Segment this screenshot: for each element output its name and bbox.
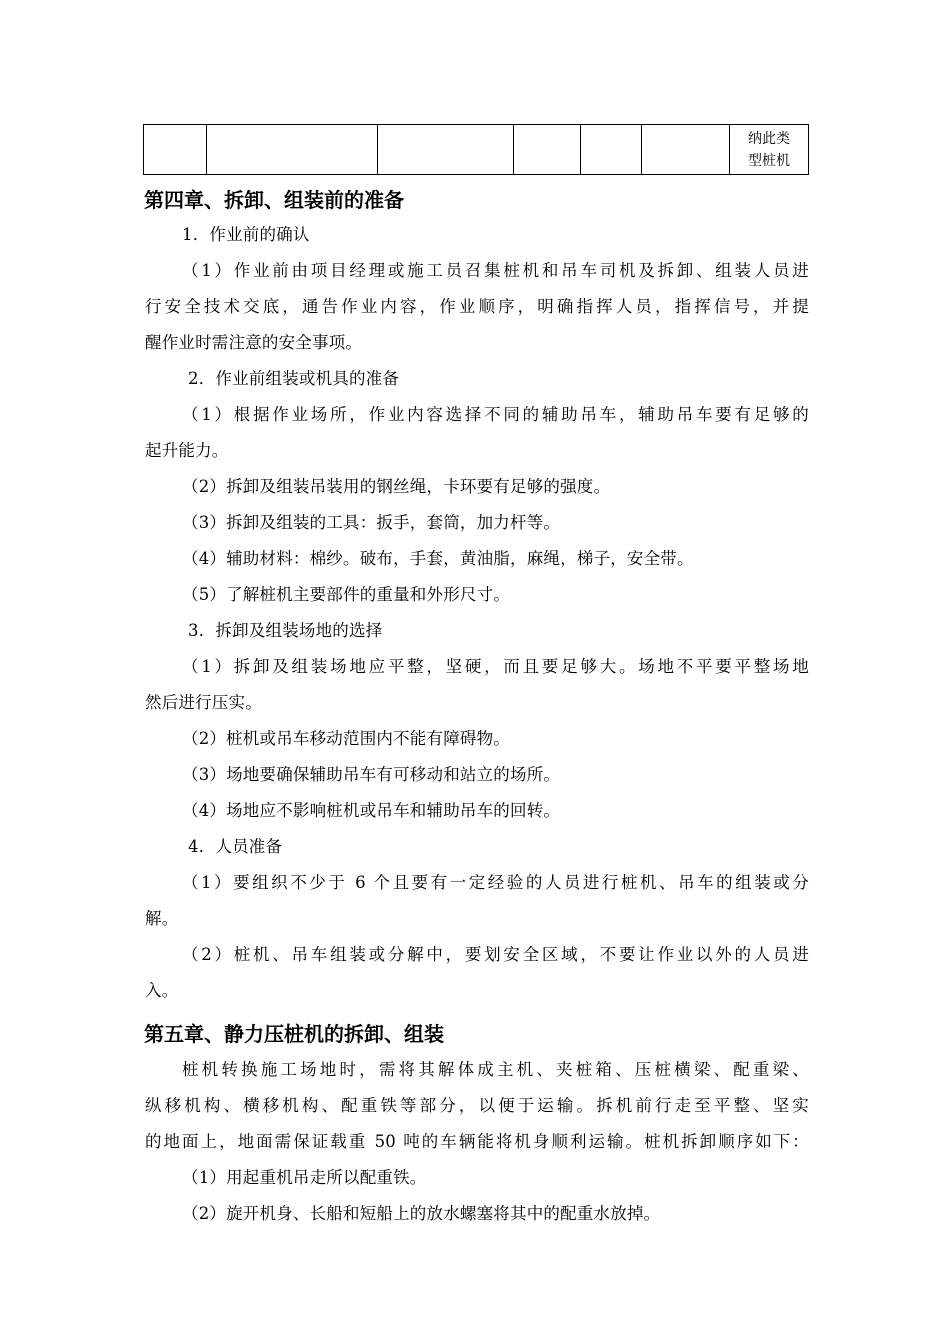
table-cell xyxy=(378,125,514,175)
table-cell xyxy=(207,125,378,175)
table-cell xyxy=(514,125,581,175)
paragraph-line: 入。 xyxy=(145,981,179,1000)
table-cell xyxy=(581,125,642,175)
specification-table xyxy=(143,124,809,175)
section-title: 1．作业前的确认 xyxy=(182,225,310,244)
paragraph-line: 起升能力。 xyxy=(145,441,229,460)
paragraph-line: 然后进行压实。 xyxy=(145,693,262,712)
table-cell-note xyxy=(730,125,809,175)
paragraph-line: 桩机转换施工场地时，需将其解体成主机、夹桩箱、压桩横梁、配重梁、 xyxy=(182,1060,809,1079)
paragraph-line: 醒作业时需注意的安全事项。 xyxy=(145,333,363,352)
chapter-4-heading: 第四章、拆卸、组装前的准备 xyxy=(144,188,404,212)
paragraph-line: （2）桩机、吊车组装或分解中，要划安全区域，不要让作业以外的人员进 xyxy=(182,945,809,964)
paragraph-line: 的地面上，地面需保证载重 50 吨的车辆能将机身顺利运输。桩机拆卸顺序如下： xyxy=(145,1132,809,1151)
paragraph-line: （2）旋开机身、长船和短船上的放水螺塞将其中的配重水放掉。 xyxy=(182,1204,661,1223)
paragraph-line: （4）场地应不影响桩机或吊车和辅助吊车的回转。 xyxy=(182,801,561,820)
table-cell xyxy=(642,125,730,175)
note-line: 纳此类 xyxy=(748,130,790,147)
paragraph-line: （2）桩机或吊车移动范围内不能有障碍物。 xyxy=(182,729,510,748)
paragraph-line: （2）拆卸及组装吊装用的钢丝绳，卡环要有足够的强度。 xyxy=(182,477,611,496)
table-cell xyxy=(144,125,207,175)
paragraph-line: （1）要组织不少于 6 个且要有一定经验的人员进行桩机、吊车的组装或分 xyxy=(182,873,809,892)
paragraph-line: （1）用起重机吊走所以配重铁。 xyxy=(182,1168,427,1187)
paragraph-line: （3）场地要确保辅助吊车有可移动和站立的场所。 xyxy=(182,765,561,784)
table-row xyxy=(144,125,809,175)
paragraph-line: （1）根据作业场所，作业内容选择不同的辅助吊车，辅助吊车要有足够的 xyxy=(182,405,809,424)
paragraph-line: 解。 xyxy=(145,909,179,928)
section-title: 4．人员准备 xyxy=(188,837,283,856)
paragraph-line: 行安全技术交底，通告作业内容，作业顺序，明确指挥人员，指挥信号，并提 xyxy=(145,297,809,316)
chapter-5-heading: 第五章、静力压桩机的拆卸、组装 xyxy=(144,1022,444,1046)
section-title: 2．作业前组装或机具的准备 xyxy=(188,369,400,388)
paragraph-line: （5）了解桩机主要部件的重量和外形尺寸。 xyxy=(182,585,510,604)
note-line: 型桩机 xyxy=(748,152,790,169)
paragraph-line: （1）拆卸及组装场地应平整，坚硬，而且要足够大。场地不平要平整场地 xyxy=(182,657,809,676)
paragraph-line: （4）辅助材料：棉纱。破布，手套，黄油脂，麻绳，梯子，安全带。 xyxy=(182,549,694,568)
section-title: 3．拆卸及组装场地的选择 xyxy=(188,621,383,640)
paragraph-line: 纵移机构、横移机构、配重铁等部分，以便于运输。拆机前行走至平整、坚实 xyxy=(145,1096,809,1115)
paragraph-line: （1）作业前由项目经理或施工员召集桩机和吊车司机及拆卸、组装人员进 xyxy=(182,261,809,280)
paragraph-line: （3）拆卸及组装的工具：扳手，套筒，加力杆等。 xyxy=(182,513,561,532)
